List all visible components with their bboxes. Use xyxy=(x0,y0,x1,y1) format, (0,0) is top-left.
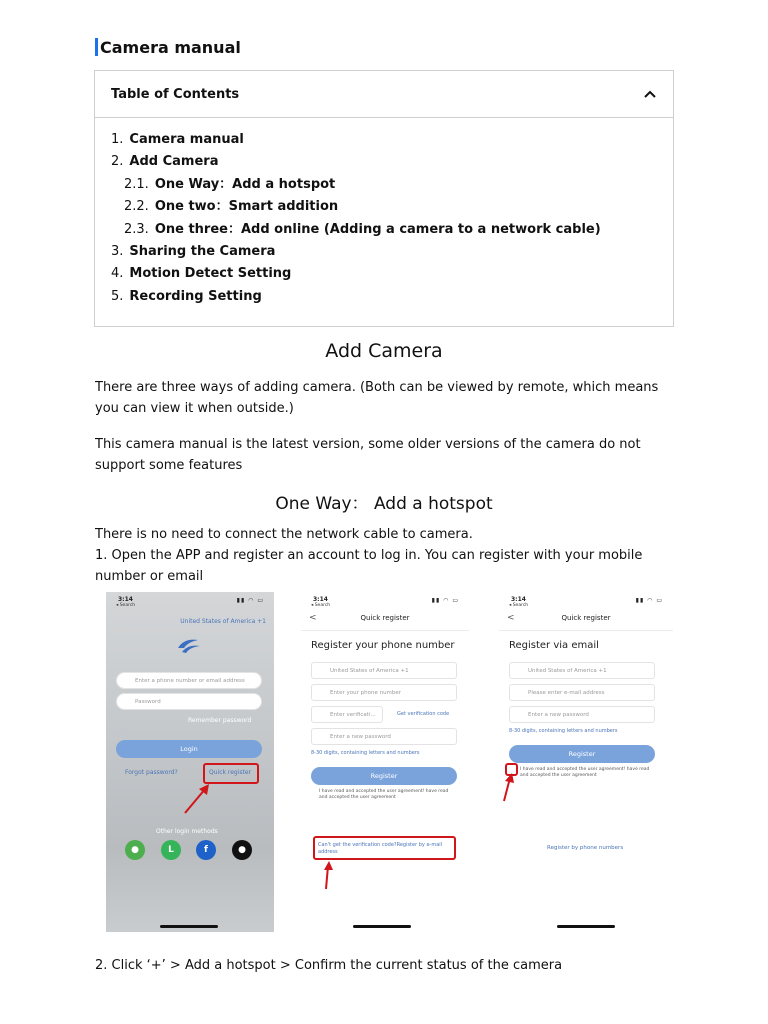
page-title xyxy=(95,37,241,57)
password-hint: 8-30 digits, containing letters and numbers xyxy=(311,750,420,756)
other-login-methods: Other login methods xyxy=(156,828,218,835)
toc-item-smart-addition[interactable]: 2.2. One two：Smart addition xyxy=(124,199,339,215)
toc-item-sharing[interactable]: 3. Sharing the Camera xyxy=(111,243,276,259)
paragraph-no-cable: There is no need to connect the network cable to camera. xyxy=(95,527,473,542)
register-button: Register xyxy=(311,767,457,785)
wechat-icon: ● xyxy=(125,840,145,860)
login-button: Login xyxy=(116,740,262,758)
screenshot-register-phone xyxy=(301,592,469,932)
agreement-text: I have read and accepted the user agreement! have read and accepted the user agreement xyxy=(319,789,449,800)
toc-list xyxy=(95,118,673,311)
status-back: ◂ Search xyxy=(311,603,331,608)
status-time: 3:14 xyxy=(118,596,133,603)
home-indicator xyxy=(160,925,218,928)
screenshots-row xyxy=(106,592,673,932)
toc-item-add-hotspot[interactable]: 2.1. One Way：Add a hotspot xyxy=(124,176,336,192)
region-field: United States of America +1 xyxy=(311,662,457,679)
status-icons: ▮▮ ◠ ▭ xyxy=(431,597,459,604)
forgot-password: Forgot password? xyxy=(125,769,178,776)
screen-title: Quick register xyxy=(360,614,410,622)
toc-item-add-online[interactable]: 2.3. One three：Add online (Adding a camera to a network cable) xyxy=(124,221,601,237)
email-field: Please enter e-mail address xyxy=(509,684,655,701)
password-hint: 8-30 digits, containing letters and numbers xyxy=(509,728,618,734)
back-icon: < xyxy=(309,613,317,623)
remember-password: Remember password xyxy=(188,717,252,724)
chevron-up-icon[interactable] xyxy=(643,87,657,101)
toc-heading: Table of Contents xyxy=(111,86,240,102)
page-title-text: Camera manual xyxy=(100,37,241,57)
cant-get-code-link: Can't get the verification code?Register by e-mail address xyxy=(318,842,443,855)
heading-add-hotspot: One Way： Add a hotspot xyxy=(275,494,493,514)
phone-email-input: Enter a phone number or email address xyxy=(116,672,262,689)
arrow-icon xyxy=(501,772,515,802)
title-accent-bar xyxy=(95,38,98,56)
new-password-field: Enter a new password xyxy=(509,706,655,723)
status-time: 3:14 xyxy=(313,596,328,603)
app-logo-icon xyxy=(176,636,202,660)
toc-toggle[interactable] xyxy=(95,71,673,118)
toc-item-recording[interactable]: 5. Recording Setting xyxy=(111,288,262,304)
screenshot-register-email xyxy=(499,592,673,932)
divider xyxy=(301,630,469,631)
divider xyxy=(499,630,673,631)
quick-register-link: Quick register xyxy=(209,769,252,776)
new-password-field: Enter a new password xyxy=(311,728,457,745)
toc-item-add-camera[interactable]: 2. Add Camera xyxy=(111,154,219,170)
register-heading: Register your phone number xyxy=(311,640,455,651)
table-of-contents xyxy=(94,70,674,327)
password-input: Password xyxy=(116,693,262,710)
status-icons: ▮▮ ◠ ▭ xyxy=(635,597,663,604)
screen-title: Quick register xyxy=(561,614,611,622)
screenshot-login xyxy=(106,592,274,932)
paragraph-step-1: 1. Open the APP and register an account to log in. You can register with your mobile number or email xyxy=(95,548,643,584)
arrow-icon xyxy=(321,860,335,890)
paragraph-version: This camera manual is the latest version, some older versions of the camera do not support some features xyxy=(95,437,641,473)
status-time: 3:14 xyxy=(511,596,526,603)
back-icon: < xyxy=(507,613,515,623)
status-back: ◂ Search xyxy=(509,603,529,608)
paragraph-step-2: 2. Click ‘+’ > Add a hotspot > Confirm the current status of the camera xyxy=(95,958,563,973)
agreement-text: I have read and accepted the user agreement! have read and accepted the user agreement xyxy=(520,767,650,778)
code-field: Enter verificati... xyxy=(311,706,383,723)
apple-icon: ● xyxy=(232,840,252,860)
register-by-phone-link: Register by phone numbers xyxy=(547,845,624,851)
home-indicator xyxy=(557,925,615,928)
toc-item-motion-detect[interactable]: 4. Motion Detect Setting xyxy=(111,266,292,282)
phone-field: Enter your phone number xyxy=(311,684,457,701)
home-indicator xyxy=(353,925,411,928)
region-field: United States of America +1 xyxy=(509,662,655,679)
arrow-icon xyxy=(182,782,214,816)
get-code-link: Get verification code xyxy=(397,711,450,717)
status-back: ◂ Search xyxy=(116,603,136,608)
heading-add-camera: Add Camera xyxy=(325,340,443,362)
facebook-icon: f xyxy=(196,840,216,860)
register-button: Register xyxy=(509,745,655,763)
toc-item-camera-manual[interactable]: 1. Camera manual xyxy=(111,132,244,147)
paragraph-ways: There are three ways of adding camera. (Both can be viewed by remote, which means you can view it when outside.) xyxy=(95,380,659,416)
line-icon: L xyxy=(161,840,181,860)
register-heading: Register via email xyxy=(509,640,599,651)
region-selector: United States of America +1 xyxy=(180,618,266,625)
status-icons: ▮▮ ◠ ▭ xyxy=(236,597,264,604)
highlight-box-quick-register xyxy=(203,763,259,784)
